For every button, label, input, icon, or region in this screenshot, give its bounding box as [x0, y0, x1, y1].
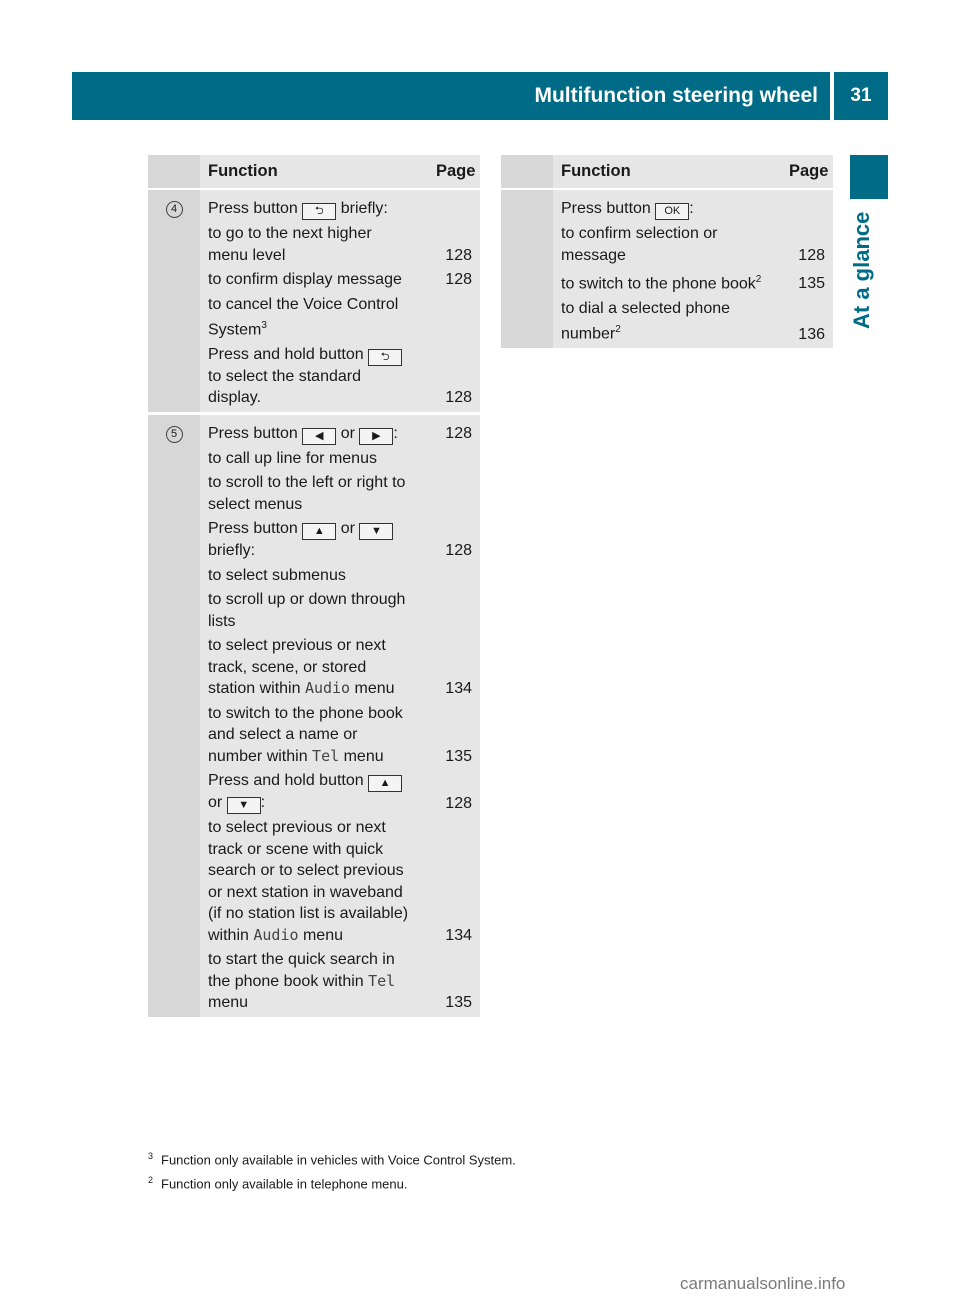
function-line	[553, 269, 833, 295]
function-text	[208, 423, 410, 445]
function-text	[561, 298, 763, 345]
text-fragment: to confirm selection or message	[561, 225, 718, 264]
function-line	[200, 565, 480, 587]
button-key-icon: ⮌	[368, 349, 402, 366]
page-ref: 134	[445, 680, 472, 698]
function-line	[553, 298, 833, 345]
row-marker-cell	[148, 189, 200, 413]
text-fragment: menu	[298, 926, 343, 944]
page-header-cell: Page	[428, 155, 480, 189]
function-line	[200, 518, 480, 562]
function-line	[200, 703, 480, 768]
function-cell	[200, 189, 480, 413]
row-marker-cell	[148, 413, 200, 1018]
function-line	[200, 223, 480, 266]
page-ref: 135	[445, 747, 472, 765]
row-marker: 5	[166, 426, 183, 443]
footnote-ref: 2	[615, 324, 621, 336]
text-fragment: menu	[208, 994, 249, 1012]
text-fragment: to start the quick search in the phone book within	[208, 951, 395, 990]
section-tab	[850, 155, 888, 199]
button-key-icon: ◀	[302, 428, 336, 445]
text-fragment: briefly:	[208, 542, 256, 560]
function-text	[208, 344, 410, 409]
function-text	[208, 269, 410, 291]
text-fragment: menu	[350, 680, 395, 698]
display-menu-name: Audio	[304, 679, 351, 698]
text-fragment: to switch to the phone book	[561, 275, 756, 293]
text-fragment: to go to the next higher menu level	[208, 225, 372, 264]
function-text	[561, 198, 763, 220]
page-ref: 128	[445, 246, 472, 264]
text-fragment: or	[336, 424, 360, 442]
function-line	[200, 198, 480, 220]
text-fragment: or	[208, 794, 227, 812]
section-label: At a glance	[849, 211, 874, 329]
button-key-icon: OK	[655, 203, 689, 220]
text-fragment: to scroll to the left or right to select menus	[208, 474, 406, 513]
function-line	[200, 269, 480, 291]
function-text	[208, 294, 410, 341]
function-line	[200, 423, 480, 445]
function-line	[200, 949, 480, 1014]
function-line	[200, 635, 480, 700]
footnote-mark: 3	[148, 1151, 154, 1161]
function-text	[208, 817, 410, 946]
text-fragment: Press button	[561, 200, 656, 217]
footnote	[148, 1170, 516, 1194]
function-table-left	[148, 155, 480, 1020]
function-line	[553, 223, 833, 266]
function-text	[561, 269, 763, 295]
text-fragment: to dial a selected phone number	[561, 299, 731, 343]
marker-header	[148, 155, 200, 189]
page-ref: 128	[445, 425, 472, 443]
button-key-icon: ▼	[227, 797, 261, 814]
table-row	[501, 189, 833, 350]
table-header-row	[148, 155, 480, 189]
function-line	[200, 344, 480, 409]
text-fragment: :	[689, 200, 694, 217]
function-text	[208, 589, 410, 632]
button-key-icon: ⮌	[302, 203, 336, 220]
page-number: 31	[834, 72, 888, 120]
function-line	[200, 817, 480, 946]
text-fragment: :	[393, 424, 398, 442]
display-menu-name: Audio	[253, 925, 299, 944]
text-fragment: to switch to the phone book and select a name or number within	[208, 704, 403, 765]
text-fragment: to confirm display message	[208, 271, 402, 288]
footnote-ref: 3	[261, 320, 267, 331]
function-text	[208, 448, 410, 470]
function-text	[208, 198, 410, 220]
page-ref: 128	[798, 246, 825, 264]
button-key-icon: ▼	[359, 523, 393, 540]
function-line	[200, 472, 480, 515]
function-text	[208, 770, 410, 814]
display-menu-name: Tel	[312, 746, 340, 765]
footnote-mark: 2	[148, 1175, 154, 1186]
footnote-ref: 2	[755, 274, 762, 285]
watermark: carmanualsonline.info	[680, 1274, 846, 1293]
page-ref: 128	[445, 389, 472, 407]
text-fragment: Press and hold button	[208, 772, 369, 790]
page-ref: 134	[445, 926, 472, 944]
function-text	[561, 223, 763, 266]
function-cell	[200, 413, 480, 1018]
text-fragment: or	[336, 520, 360, 538]
footnote	[148, 1146, 516, 1170]
function-line	[200, 770, 480, 814]
page-title: Multifunction steering wheel	[72, 72, 830, 120]
table-row	[148, 189, 480, 413]
function-table-right	[501, 155, 833, 351]
function-header: Function	[553, 155, 781, 189]
text-fragment: briefly:	[336, 200, 388, 217]
page-ref: 136	[798, 325, 825, 343]
text-fragment: to select the standard display.	[208, 367, 361, 407]
footnote-text: Function only available in vehicles with Voice Control System.	[161, 1152, 516, 1168]
function-line	[553, 198, 833, 220]
text-fragment: Press button	[208, 200, 303, 217]
text-fragment: Press and hold button	[208, 345, 369, 363]
function-text	[208, 472, 410, 515]
text-fragment: to select previous or next track or scene with quick search or to select previous or next station in waveband (if no station list is available) within	[208, 819, 409, 944]
function-text	[208, 223, 410, 266]
table-header-row	[501, 155, 833, 189]
text-fragment: to call up line for menus	[208, 449, 377, 467]
text-fragment: to cancel the Voice Control System	[208, 295, 399, 339]
page-header	[72, 72, 888, 120]
row-marker: 4	[166, 201, 183, 218]
function-text	[208, 565, 410, 587]
text-fragment: menu	[339, 747, 384, 765]
page-ref: 128	[445, 794, 472, 812]
function-text	[208, 949, 410, 1014]
function-line	[200, 589, 480, 632]
footnotes	[148, 1146, 516, 1195]
text-fragment: Press button	[208, 424, 303, 442]
table-row	[148, 413, 480, 1018]
function-header: Function	[200, 155, 428, 189]
function-text	[208, 635, 410, 700]
function-text	[208, 703, 410, 768]
text-fragment: :	[260, 794, 266, 812]
button-key-icon: ▶	[359, 428, 393, 445]
row-marker-cell	[501, 189, 553, 350]
text-fragment: to select submenus	[208, 566, 346, 584]
function-text	[208, 518, 410, 562]
text-fragment: to select previous or next track, scene, or stored station within	[208, 637, 386, 698]
page-ref: 135	[445, 994, 472, 1012]
text-fragment: Press button	[208, 520, 303, 538]
function-line	[200, 448, 480, 470]
function-line	[200, 294, 480, 341]
text-fragment: to scroll up or down through lists	[208, 591, 406, 630]
button-key-icon: ▲	[368, 775, 402, 792]
page-header-cell: Page	[781, 155, 833, 189]
display-menu-name: Tel	[368, 971, 396, 990]
function-cell	[553, 189, 833, 350]
page-ref: 128	[445, 542, 472, 560]
page-ref: 135	[798, 275, 825, 293]
marker-header	[501, 155, 553, 189]
page-ref: 128	[445, 271, 472, 288]
footnote-text: Function only available in telephone menu.	[161, 1176, 408, 1192]
button-key-icon: ▲	[302, 523, 336, 540]
